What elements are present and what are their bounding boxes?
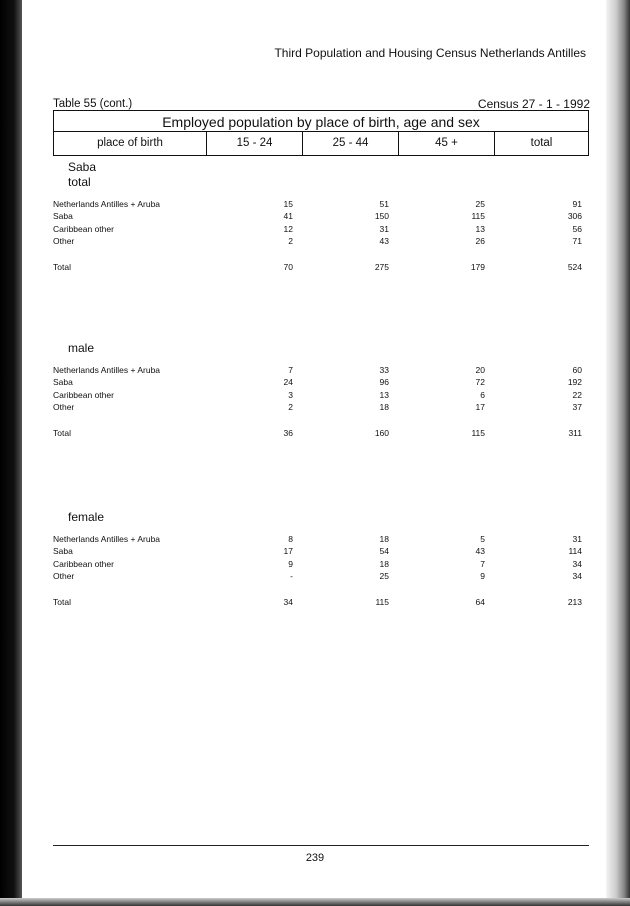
row-label: Other [53,402,75,412]
cell-value: 17 [475,402,485,412]
row-label: Netherlands Antilles + Aruba [53,365,161,375]
cell-value: 213 [567,597,582,607]
cell-value: 115 [471,211,485,221]
column-header: place of birth [97,137,163,149]
total-row [53,428,583,440]
section-label: female [68,510,105,524]
cell-value: 20 [475,365,485,375]
cell-value: 9 [480,571,485,581]
cell-value: - [290,571,293,581]
table-row [53,534,583,546]
table-row [53,365,583,377]
scan-edge-right [606,0,630,906]
cell-value: 9 [288,559,293,569]
cell-value: 31 [379,224,389,234]
cell-value: 72 [475,377,485,387]
cell-value: 6 [480,390,485,400]
table-title: Employed population by place of birth, age and sex [162,114,480,130]
cell-value: 115 [471,428,485,438]
section-label: total [68,175,91,189]
page-number: 239 [305,852,325,864]
cell-value: 31 [572,534,582,544]
table-label: Table 55 (cont.) [53,98,133,110]
cell-value: 36 [283,428,293,438]
scan-edge-bottom [0,898,630,906]
cell-value: 64 [475,597,485,607]
cell-value: 70 [283,262,293,272]
cell-value: 3 [288,390,293,400]
cell-value: 160 [374,428,389,438]
row-label: Saba [53,546,73,556]
cell-value: 15 [283,199,293,209]
table-header [53,110,589,156]
cell-value: 60 [572,365,582,375]
scan-edge-left [0,0,22,906]
table-row [53,224,583,236]
cell-value: 18 [379,534,389,544]
cell-value: 7 [288,365,293,375]
cell-value: 37 [572,402,582,412]
cell-value: 96 [379,377,389,387]
table-row [53,377,583,389]
cell-value: 524 [567,262,582,272]
cell-value: 51 [379,199,389,209]
cell-value: 25 [475,199,485,209]
cell-value: 34 [283,597,293,607]
cell-value: 13 [475,224,485,234]
row-label: Other [53,571,75,581]
cell-value: 54 [379,546,389,556]
row-label: Total [53,428,71,438]
cell-value: 12 [283,224,293,234]
cell-value: 179 [470,262,485,272]
row-label: Saba [53,211,73,221]
cell-value: 22 [572,390,582,400]
table-row [53,546,583,558]
column-header: 25 - 44 [302,132,398,155]
cell-value: 26 [475,236,485,246]
cell-value: 56 [572,224,582,234]
total-row [53,597,583,609]
table-row [53,199,583,211]
row-label: Caribbean other [53,390,114,400]
cell-value: 43 [475,546,485,556]
cell-value: 25 [379,571,389,581]
table-row [53,571,583,583]
cell-value: 33 [379,365,389,375]
cell-value: 306 [567,211,582,221]
row-label: Caribbean other [53,224,114,234]
column-header: 15 - 24 [206,132,302,155]
table-row [53,390,583,402]
cell-value: 43 [379,236,389,246]
table-row [53,402,583,414]
table-row [53,559,583,571]
census-date: Census 27 - 1 - 1992 [477,97,590,111]
cell-value: 115 [375,597,389,607]
row-label: Total [53,597,71,607]
running-header: Third Population and Housing Census Netherlands Antilles [274,46,586,60]
cell-value: 5 [480,534,485,544]
cell-value: 7 [480,559,485,569]
cell-value: 114 [568,546,582,556]
row-label: Caribbean other [53,559,114,569]
region-label: Saba [68,160,97,174]
footer-rule [53,845,589,846]
table-row [53,211,583,223]
table-row [53,236,583,248]
row-label: Saba [53,377,73,387]
cell-value: 17 [283,546,293,556]
row-label: Other [53,236,75,246]
cell-value: 34 [572,559,582,569]
cell-value: 18 [379,559,389,569]
cell-value: 2 [288,236,293,246]
cell-value: 71 [572,236,582,246]
cell-value: 2 [288,402,293,412]
row-label: Total [53,262,71,272]
cell-value: 18 [379,402,389,412]
cell-value: 192 [567,377,582,387]
cell-value: 150 [374,211,389,221]
column-header: 45 + [398,132,494,155]
section-label: male [68,341,95,355]
row-label: Netherlands Antilles + Aruba [53,199,161,209]
cell-value: 311 [568,428,582,438]
column-header: total [494,132,588,155]
row-label: Netherlands Antilles + Aruba [53,534,161,544]
cell-value: 275 [374,262,389,272]
cell-value: 41 [283,211,293,221]
cell-value: 91 [572,199,582,209]
cell-value: 13 [379,390,389,400]
column-headers [54,131,588,155]
cell-value: 8 [288,534,293,544]
cell-value: 34 [572,571,582,581]
total-row [53,262,583,274]
cell-value: 24 [283,377,293,387]
